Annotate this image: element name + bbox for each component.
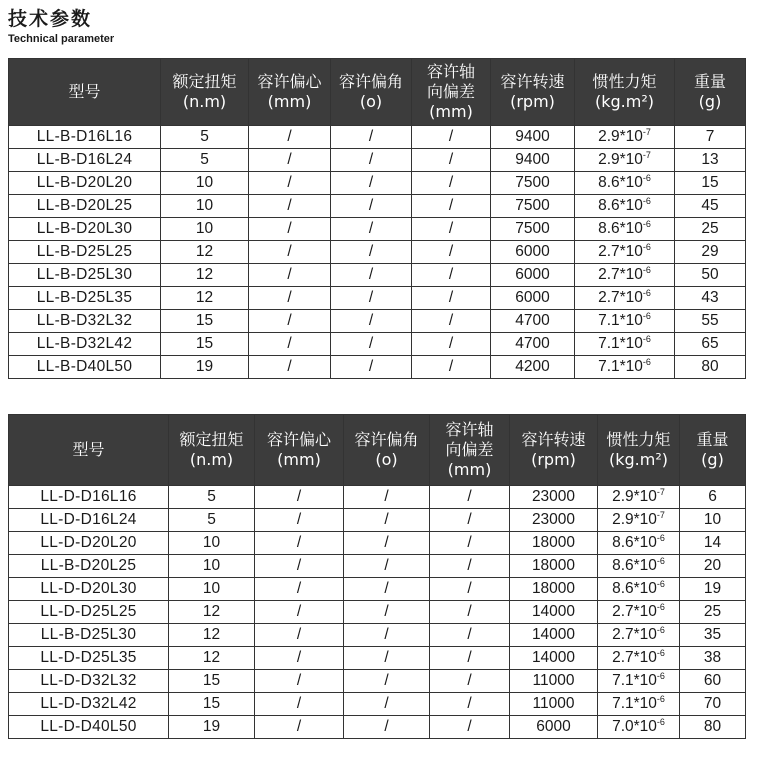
header-weight (680, 415, 746, 486)
inertia-exponent: -6 (642, 265, 651, 275)
inertia-exponent: -7 (642, 127, 651, 137)
cell-angle: / (344, 486, 430, 509)
table-row (9, 624, 746, 647)
cell-model: LL-B-D16L24 (9, 149, 161, 172)
header-axial (412, 59, 491, 126)
cell-weight: 13 (675, 149, 746, 172)
inertia-base: 8.6*10 (598, 197, 643, 214)
cell-weight: 80 (680, 716, 746, 739)
cell-angle: / (344, 647, 430, 670)
header-line: 向偏差 (426, 82, 475, 101)
cell-angle: / (331, 241, 412, 264)
header-inertia (575, 59, 675, 126)
inertia-exponent: -6 (656, 579, 665, 589)
cell-angle: / (331, 264, 412, 287)
cell-model: LL-B-D20L30 (9, 218, 161, 241)
cell-axial: / (412, 310, 491, 333)
cell-model: LL-B-D16L16 (9, 126, 161, 149)
table-row (9, 172, 746, 195)
cell-torque: 10 (169, 555, 255, 578)
cell-inertia (598, 624, 680, 647)
cell-angle: / (331, 218, 412, 241)
table-row (9, 241, 746, 264)
cell-rpm: 14000 (510, 624, 598, 647)
cell-angle: / (331, 356, 412, 379)
cell-torque: 12 (169, 624, 255, 647)
cell-torque: 15 (169, 670, 255, 693)
cell-torque: 10 (169, 532, 255, 555)
cell-inertia (575, 172, 675, 195)
table-row (9, 126, 746, 149)
spec-table-b (8, 58, 746, 379)
header-line: 重量 (693, 72, 726, 91)
table-row (9, 647, 746, 670)
cell-weight: 65 (675, 333, 746, 356)
inertia-base: 7.1*10 (598, 335, 643, 352)
cell-model: LL-D-D40L50 (9, 716, 169, 739)
cell-axial: / (412, 218, 491, 241)
inertia-base: 8.6*10 (612, 534, 657, 551)
header-line: 惯性力矩 (592, 72, 657, 91)
cell-torque: 15 (161, 333, 249, 356)
cell-weight: 60 (680, 670, 746, 693)
cell-ecc: / (255, 509, 344, 532)
header-weight (675, 59, 746, 126)
cell-inertia (575, 149, 675, 172)
page-subtitle: Technical parameter (8, 33, 115, 45)
header-angle (331, 59, 412, 126)
cell-torque: 10 (161, 172, 249, 195)
cell-torque: 15 (169, 693, 255, 716)
inertia-exponent: -6 (642, 242, 651, 252)
cell-model: LL-D-D20L20 (9, 532, 169, 555)
cell-model: LL-D-D32L42 (9, 693, 169, 716)
cell-rpm: 18000 (510, 578, 598, 601)
header-line: 容许轴 (445, 420, 494, 439)
cell-torque: 19 (169, 716, 255, 739)
cell-weight: 7 (675, 126, 746, 149)
cell-model: LL-B-D25L30 (9, 264, 161, 287)
cell-axial: / (412, 241, 491, 264)
inertia-exponent: -6 (656, 671, 665, 681)
cell-weight: 19 (680, 578, 746, 601)
inertia-base: 8.6*10 (612, 557, 657, 574)
header-eccentricity (255, 415, 344, 486)
cell-ecc: / (249, 264, 331, 287)
cell-rpm: 4200 (491, 356, 575, 379)
cell-torque: 12 (169, 601, 255, 624)
cell-rpm: 4700 (491, 333, 575, 356)
cell-weight: 70 (680, 693, 746, 716)
cell-ecc: / (255, 693, 344, 716)
cell-angle: / (344, 578, 430, 601)
cell-model: LL-B-D20L25 (9, 195, 161, 218)
header-line: 容许轴 (426, 62, 475, 81)
cell-inertia (598, 693, 680, 716)
cell-torque: 19 (161, 356, 249, 379)
inertia-base: 2.7*10 (612, 626, 657, 643)
cell-rpm: 7500 (491, 172, 575, 195)
cell-model: LL-D-D25L25 (9, 601, 169, 624)
cell-inertia (575, 126, 675, 149)
cell-ecc: / (255, 578, 344, 601)
cell-rpm: 6000 (491, 241, 575, 264)
table-row (9, 670, 746, 693)
cell-inertia (598, 509, 680, 532)
cell-inertia (598, 578, 680, 601)
table-row (9, 486, 746, 509)
header-line: (o) (375, 450, 398, 469)
cell-rpm: 9400 (491, 149, 575, 172)
inertia-base: 2.9*10 (612, 488, 657, 505)
inertia-exponent: -6 (642, 173, 651, 183)
cell-angle: / (331, 195, 412, 218)
cell-rpm: 4700 (491, 310, 575, 333)
cell-axial: / (430, 509, 510, 532)
header-line: (o) (359, 92, 383, 111)
cell-ecc: / (255, 647, 344, 670)
cell-ecc: / (249, 333, 331, 356)
header-line: 型号 (68, 82, 101, 101)
cell-ecc: / (255, 532, 344, 555)
page-title: 技术参数 (8, 8, 93, 30)
cell-inertia (575, 310, 675, 333)
cell-inertia (575, 264, 675, 287)
table-row (9, 555, 746, 578)
header-line: 容许偏心 (257, 72, 322, 91)
cell-model: LL-D-D20L30 (9, 578, 169, 601)
cell-model: LL-D-D16L24 (9, 509, 169, 532)
inertia-base: 8.6*10 (612, 580, 657, 597)
header-line: 容许偏心 (266, 430, 331, 449)
inertia-base: 2.7*10 (612, 649, 657, 666)
cell-weight: 25 (680, 601, 746, 624)
table-row (9, 310, 746, 333)
cell-ecc: / (255, 624, 344, 647)
table-row (9, 218, 746, 241)
inertia-exponent: -6 (642, 334, 651, 344)
table-row (9, 287, 746, 310)
inertia-base: 8.6*10 (598, 220, 643, 237)
header-line: (n.m) (189, 450, 234, 469)
cell-axial: / (430, 716, 510, 739)
cell-rpm: 7500 (491, 195, 575, 218)
cell-ecc: / (249, 172, 331, 195)
cell-inertia (598, 486, 680, 509)
inertia-base: 2.7*10 (598, 289, 643, 306)
cell-rpm: 14000 (510, 601, 598, 624)
cell-angle: / (344, 716, 430, 739)
cell-ecc: / (249, 218, 331, 241)
inertia-base: 7.1*10 (612, 672, 657, 689)
cell-axial: / (430, 532, 510, 555)
cell-ecc: / (255, 555, 344, 578)
cell-torque: 10 (161, 218, 249, 241)
header-line: (rpm) (531, 450, 576, 469)
header-line: (n.m) (182, 92, 227, 111)
cell-rpm: 23000 (510, 486, 598, 509)
cell-torque: 12 (161, 287, 249, 310)
cell-axial: / (430, 578, 510, 601)
cell-ecc: / (255, 716, 344, 739)
header-axial (430, 415, 510, 486)
inertia-exponent: -6 (642, 357, 651, 367)
cell-rpm: 14000 (510, 647, 598, 670)
header-model (9, 415, 169, 486)
inertia-base: 2.7*10 (598, 266, 643, 283)
cell-weight: 38 (680, 647, 746, 670)
cell-angle: / (344, 624, 430, 647)
inertia-exponent: -7 (642, 150, 651, 160)
cell-axial: / (430, 601, 510, 624)
header-model (9, 59, 161, 126)
cell-weight: 10 (680, 509, 746, 532)
inertia-exponent: -6 (656, 602, 665, 612)
inertia-exponent: -6 (642, 219, 651, 229)
cell-model: LL-B-D32L32 (9, 310, 161, 333)
inertia-exponent: -6 (656, 556, 665, 566)
inertia-base: 2.7*10 (612, 603, 657, 620)
cell-model: LL-B-D40L50 (9, 356, 161, 379)
cell-torque: 5 (169, 486, 255, 509)
cell-torque: 12 (161, 264, 249, 287)
cell-weight: 43 (675, 287, 746, 310)
cell-ecc: / (249, 356, 331, 379)
inertia-base: 7.1*10 (612, 695, 657, 712)
cell-weight: 80 (675, 356, 746, 379)
cell-axial: / (412, 356, 491, 379)
cell-inertia (598, 670, 680, 693)
inertia-exponent: -6 (656, 625, 665, 635)
cell-rpm: 7500 (491, 218, 575, 241)
header-line: (kg.m²) (609, 450, 668, 469)
header-line: (rpm) (510, 92, 555, 111)
cell-angle: / (344, 693, 430, 716)
header-speed (510, 415, 598, 486)
cell-ecc: / (255, 670, 344, 693)
cell-angle: / (331, 287, 412, 310)
cell-torque: 10 (169, 578, 255, 601)
cell-inertia (575, 287, 675, 310)
cell-rpm: 9400 (491, 126, 575, 149)
cell-inertia (598, 555, 680, 578)
spec-table-d (8, 414, 746, 739)
cell-axial: / (412, 126, 491, 149)
header-line: 容许转速 (521, 430, 586, 449)
table-row (9, 264, 746, 287)
cell-weight: 14 (680, 532, 746, 555)
cell-ecc: / (249, 126, 331, 149)
cell-weight: 6 (680, 486, 746, 509)
cell-inertia (598, 716, 680, 739)
header-line: 型号 (72, 440, 105, 459)
inertia-base: 2.9*10 (612, 511, 657, 528)
inertia-base: 2.7*10 (598, 243, 643, 260)
cell-rpm: 11000 (510, 670, 598, 693)
cell-inertia (598, 647, 680, 670)
cell-axial: / (430, 486, 510, 509)
header-line: (mm) (277, 450, 321, 469)
cell-axial: / (412, 287, 491, 310)
inertia-base: 2.9*10 (598, 128, 643, 145)
cell-ecc: / (249, 195, 331, 218)
header-eccentricity (249, 59, 331, 126)
cell-ecc: / (249, 241, 331, 264)
table-row (9, 195, 746, 218)
inertia-base: 7.1*10 (598, 358, 643, 375)
table-row (9, 601, 746, 624)
cell-rpm: 23000 (510, 509, 598, 532)
cell-inertia (575, 195, 675, 218)
table-row (9, 333, 746, 356)
inertia-exponent: -6 (656, 648, 665, 658)
header-line: 惯性力矩 (606, 430, 671, 449)
cell-ecc: / (255, 601, 344, 624)
header-line: (mm) (447, 460, 492, 479)
cell-angle: / (331, 333, 412, 356)
table-row (9, 716, 746, 739)
cell-model: LL-D-D25L35 (9, 647, 169, 670)
cell-axial: / (430, 670, 510, 693)
cell-inertia (575, 356, 675, 379)
table-row (9, 356, 746, 379)
cell-axial: / (412, 333, 491, 356)
cell-model: LL-B-D32L42 (9, 333, 161, 356)
header-angle (344, 415, 430, 486)
cell-torque: 5 (169, 509, 255, 532)
cell-axial: / (412, 149, 491, 172)
cell-rpm: 6000 (510, 716, 598, 739)
cell-model: LL-B-D20L20 (9, 172, 161, 195)
cell-angle: / (331, 172, 412, 195)
header-line: 容许偏角 (354, 430, 419, 449)
cell-weight: 35 (680, 624, 746, 647)
cell-torque: 12 (169, 647, 255, 670)
cell-model: LL-D-D32L32 (9, 670, 169, 693)
header-torque (161, 59, 249, 126)
cell-rpm: 11000 (510, 693, 598, 716)
cell-model: LL-D-D16L16 (9, 486, 169, 509)
table-row (9, 149, 746, 172)
cell-ecc: / (249, 149, 331, 172)
inertia-exponent: -6 (656, 533, 665, 543)
cell-inertia (575, 241, 675, 264)
cell-ecc: / (249, 310, 331, 333)
cell-rpm: 6000 (491, 264, 575, 287)
cell-angle: / (331, 310, 412, 333)
cell-weight: 15 (675, 172, 746, 195)
inertia-base: 8.6*10 (598, 174, 643, 191)
table-row (9, 509, 746, 532)
cell-angle: / (344, 532, 430, 555)
cell-rpm: 18000 (510, 555, 598, 578)
header-line: 向偏差 (445, 440, 494, 459)
cell-inertia (598, 532, 680, 555)
header-line: 额定扭矩 (179, 430, 244, 449)
header-line: (mm) (267, 92, 312, 111)
cell-model: LL-B-D25L35 (9, 287, 161, 310)
cell-weight: 25 (675, 218, 746, 241)
cell-angle: / (331, 126, 412, 149)
header-line: 容许转速 (500, 72, 565, 91)
cell-torque: 15 (161, 310, 249, 333)
cell-weight: 45 (675, 195, 746, 218)
inertia-exponent: -6 (642, 288, 651, 298)
header-line: (kg.m²) (595, 92, 654, 111)
cell-rpm: 18000 (510, 532, 598, 555)
cell-axial: / (412, 195, 491, 218)
cell-angle: / (344, 509, 430, 532)
cell-axial: / (430, 647, 510, 670)
header-line: 额定扭矩 (172, 72, 237, 91)
header-inertia (598, 415, 680, 486)
inertia-base: 7.0*10 (612, 718, 657, 735)
cell-model: LL-B-D20L25 (9, 555, 169, 578)
cell-inertia (575, 333, 675, 356)
cell-inertia (575, 218, 675, 241)
header-line: (g) (701, 450, 724, 469)
cell-ecc: / (249, 287, 331, 310)
inertia-exponent: -6 (642, 311, 651, 321)
cell-rpm: 6000 (491, 287, 575, 310)
inertia-base: 2.9*10 (598, 151, 643, 168)
cell-weight: 50 (675, 264, 746, 287)
cell-angle: / (344, 555, 430, 578)
cell-axial: / (412, 172, 491, 195)
table-row (9, 532, 746, 555)
inertia-base: 7.1*10 (598, 312, 643, 329)
cell-ecc: / (255, 486, 344, 509)
header-line: (g) (698, 92, 722, 111)
inertia-exponent: -6 (656, 717, 665, 727)
inertia-exponent: -7 (656, 487, 665, 497)
cell-angle: / (331, 149, 412, 172)
cell-angle: / (344, 670, 430, 693)
header-speed (491, 59, 575, 126)
cell-axial: / (430, 693, 510, 716)
header-row (9, 59, 746, 126)
cell-torque: 5 (161, 126, 249, 149)
cell-torque: 12 (161, 241, 249, 264)
header-line: 容许偏角 (338, 72, 403, 91)
table-row (9, 578, 746, 601)
cell-torque: 10 (161, 195, 249, 218)
table-row (9, 693, 746, 716)
inertia-exponent: -6 (656, 694, 665, 704)
inertia-exponent: -6 (642, 196, 651, 206)
cell-angle: / (344, 601, 430, 624)
cell-inertia (598, 601, 680, 624)
cell-weight: 55 (675, 310, 746, 333)
cell-weight: 20 (680, 555, 746, 578)
cell-model: LL-B-D25L30 (9, 624, 169, 647)
cell-model: LL-B-D25L25 (9, 241, 161, 264)
cell-axial: / (430, 624, 510, 647)
header-line: 重量 (696, 430, 729, 449)
inertia-exponent: -7 (656, 510, 665, 520)
cell-axial: / (430, 555, 510, 578)
header-row (9, 415, 746, 486)
header-line: (mm) (429, 102, 473, 121)
cell-weight: 29 (675, 241, 746, 264)
cell-torque: 5 (161, 149, 249, 172)
cell-axial: / (412, 264, 491, 287)
header-torque (169, 415, 255, 486)
